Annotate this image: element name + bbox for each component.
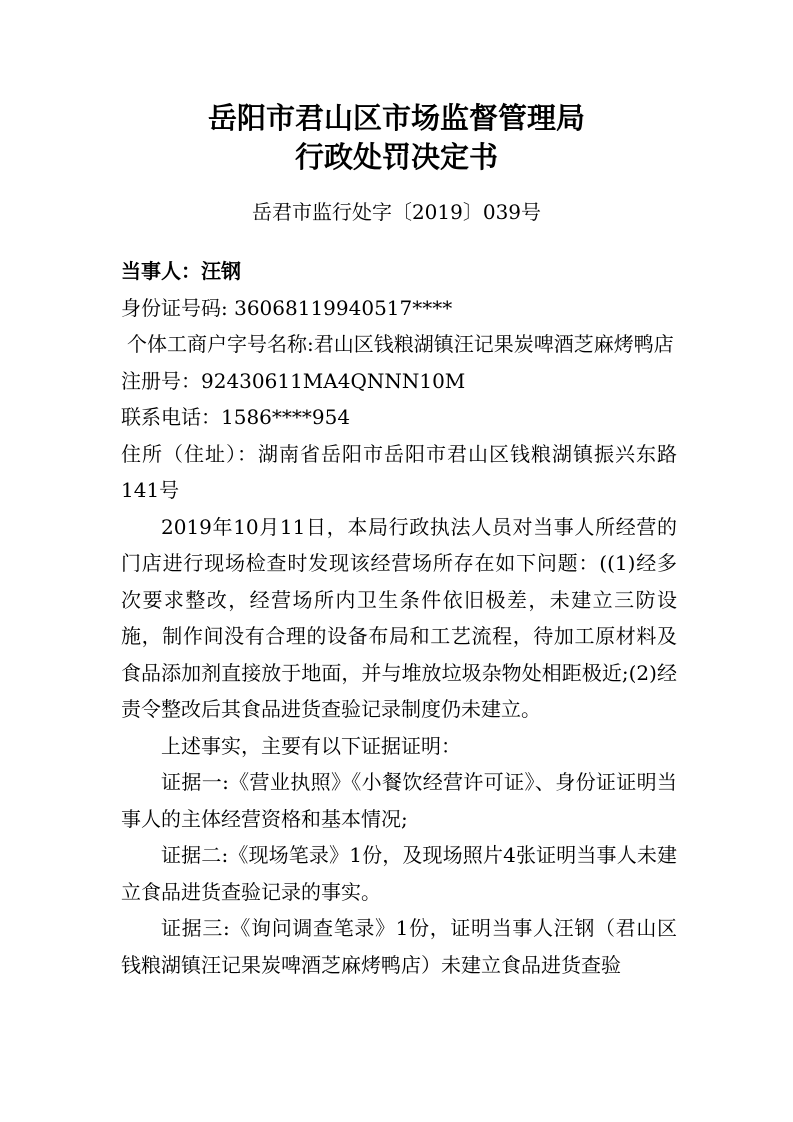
party-id-number: 身份证号码: 36068119940517**** xyxy=(121,295,453,320)
evidence-intro-paragraph: 上述事实，主要有以下证据证明： xyxy=(161,733,461,758)
evidence-2-paragraph: 证据二:《现场笔录》1份，及现场照片4张证明当事人未建立食品进货查验记录的事实。 xyxy=(121,843,677,904)
party-name: 当事人：汪钢 xyxy=(121,259,241,283)
document-body xyxy=(121,253,677,983)
party-address: 住所（住址）：湖南省岳阳市岳阳市君山区钱粮湖镇振兴东路141号 xyxy=(121,441,677,502)
evidence-3-paragraph: 证据三:《询问调查笔录》1份，证明当事人汪钢（君山区钱粮湖镇汪记果炭啤酒芝麻烤鸭店）未建立食品进货查验 xyxy=(121,916,677,977)
document-number: 岳君市监行处字〔2019〕039号 xyxy=(251,200,542,224)
document-title-type: 行政处罚决定书 xyxy=(294,140,498,174)
party-business-name: 个体工商户字号名称:君山区钱粮湖镇汪记果炭啤酒芝麻烤鸭店 xyxy=(127,332,674,356)
facts-paragraph: 2019年10月11日，本局行政执法人员对当事人所经营的门店进行现场检查时发现该经营场所存在如下问题：((1)经多次要求整改，经营场所内卫生条件依旧极差，未建立三防设施，制作间没有合理的设备布局和工艺流程，待加工原材料及食品添加剂直接放于地面，并与堆放垃圾杂物处相距极近;(2)经责令整改后其食品进货查验记录制度仍未建立。 xyxy=(121,514,677,721)
evidence-1-paragraph: 证据一:《营业执照》《小餐饮经营许可证》、身份证证明当事人的主体经营资格和基本情况; xyxy=(121,770,677,831)
document-title-agency: 岳阳市君山区市场监督管理局 xyxy=(207,101,585,135)
party-phone: 联系电话：1586****954 xyxy=(121,405,351,429)
party-registration-number: 注册号：92430611MA4QNNN10M xyxy=(121,368,466,393)
